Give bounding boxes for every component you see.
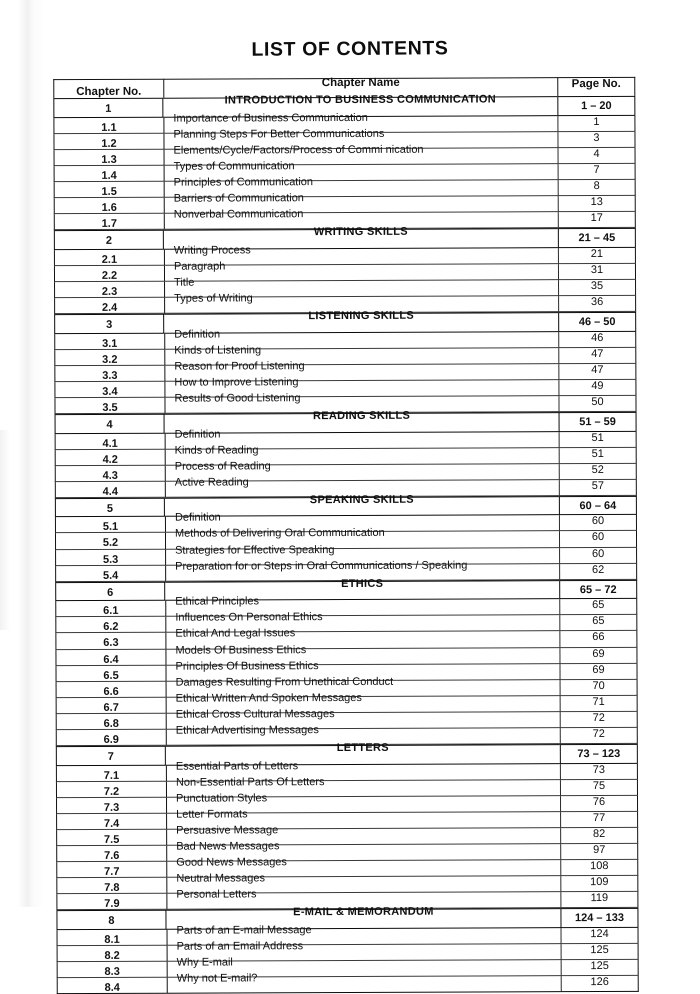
section-page: 3: [593, 131, 600, 144]
section-name: Paragraph: [173, 260, 226, 273]
section-page: 21: [590, 247, 604, 260]
section-number: 4.2: [102, 453, 118, 466]
section-number-cell: [54, 198, 164, 215]
chapter-number: 3: [106, 318, 113, 331]
chapter-page-range: 46 – 50: [578, 315, 616, 329]
section-number: 4.4: [102, 485, 118, 498]
section-number-cell: [54, 382, 164, 399]
section-number-cell: [56, 714, 166, 731]
chapter-number-cell: [55, 414, 165, 434]
section-number: 7.8: [104, 882, 120, 895]
section-page: 36: [590, 295, 604, 308]
section-number: 7.6: [104, 849, 120, 862]
section-page-cell: [557, 131, 635, 147]
section-page: 47: [591, 347, 604, 360]
section-page-cell: [561, 928, 639, 944]
section-page: 124: [590, 927, 609, 941]
section-number-cell: [54, 265, 164, 282]
section-page-cell: [558, 364, 636, 380]
section-number: 8.3: [104, 965, 120, 979]
section-page: 71: [592, 695, 605, 708]
section-page: 50: [591, 395, 604, 408]
section-page-cell: [558, 164, 636, 180]
chapter-heading-row[interactable]: [55, 493, 637, 518]
section-name: Methods of Delivering Oral Communication: [174, 527, 385, 541]
section-page-cell: [559, 531, 637, 547]
section-page: 75: [592, 779, 606, 792]
section-page: 8: [593, 179, 600, 192]
section-page-cell: [558, 148, 636, 164]
section-page: 109: [590, 876, 609, 889]
section-page-cell: [559, 431, 637, 447]
section-number-cell: [56, 878, 166, 895]
chapter-heading-row[interactable]: [55, 577, 637, 602]
header-cell-chapter-no: [53, 79, 163, 98]
section-number: 7.3: [103, 801, 120, 814]
section-name: Active Reading: [174, 476, 249, 489]
section-page-cell: [561, 960, 639, 976]
section-page-cell: [558, 212, 636, 228]
section-page-cell: [560, 696, 638, 712]
section-name: Why E-mail: [176, 956, 233, 969]
section-page: 125: [590, 960, 609, 973]
section-name: Ethical Advertising Messages: [175, 724, 319, 737]
header-cell-page-no: [557, 77, 635, 96]
section-page-cell: [559, 615, 637, 631]
section-page: 62: [591, 563, 605, 576]
section-name: Elements/Cycle/Factors/Process of Commi nication: [173, 143, 424, 157]
section-name: Essential Parts of Letters: [175, 759, 299, 773]
section-page-cell: [560, 780, 638, 796]
chapter-heading-row[interactable]: [54, 225, 636, 250]
section-number-cell: [55, 465, 165, 482]
section-number: 6.7: [103, 701, 119, 714]
section-name: Process of Reading: [174, 459, 271, 473]
section-page: 97: [593, 844, 606, 857]
section-number: 4.3: [102, 469, 118, 482]
section-name: Kinds of Reading: [174, 443, 259, 457]
table-of-contents: [53, 77, 639, 994]
section-number-cell: [53, 117, 163, 134]
section-number: 2.2: [101, 269, 118, 282]
section-name: Planning Steps For Better Communications: [173, 127, 385, 141]
section-page-cell: [559, 480, 637, 496]
section-name: Ethical Principles: [175, 595, 260, 608]
section-name: Principles Of Business Ethics: [175, 659, 319, 673]
section-number: 3.5: [102, 401, 118, 414]
section-page-cell: [560, 828, 638, 844]
section-number: 2.1: [101, 253, 118, 266]
section-name: Nonverbal Communication: [173, 208, 304, 221]
chapter-heading-row[interactable]: [54, 309, 636, 334]
section-number-cell: [56, 765, 166, 782]
section-number: 3.3: [102, 369, 118, 382]
section-name: Definition: [174, 511, 221, 525]
section-number-cell: [55, 601, 165, 618]
section-number-cell: [55, 533, 165, 550]
chapter-name: SPEAKING SKILLS: [309, 493, 414, 507]
section-number: 7.4: [103, 817, 120, 830]
section-number-cell: [55, 633, 165, 650]
section-name: Ethical Cross Cultural Messages: [175, 707, 335, 721]
section-number: 8.4: [104, 982, 120, 994]
section-page-cell: [558, 296, 636, 312]
section-number: 8.2: [104, 949, 120, 962]
section-name: Types of Communication: [173, 159, 295, 173]
section-number-cell: [55, 517, 165, 534]
section-page-cell: [560, 812, 638, 828]
section-number: 1.3: [101, 153, 117, 166]
section-name: Bad News Messages: [176, 840, 280, 853]
chapter-name: ETHICS: [341, 577, 384, 590]
header-label-chapter-name: Chapter Name: [321, 76, 400, 90]
section-name: Preparation for or Steps in Oral Communications / Speaking: [175, 559, 468, 573]
section-number: 1.1: [101, 121, 117, 134]
section-page: 51: [591, 431, 604, 444]
chapter-page-range: 60 – 64: [579, 499, 617, 512]
chapter-page-range-cell: [557, 96, 635, 116]
chapter-name: LISTENING SKILLS: [308, 309, 414, 323]
chapter-number: 6: [107, 586, 114, 599]
section-number-cell: [55, 433, 165, 450]
section-page: 35: [590, 279, 604, 292]
section-page-cell: [559, 515, 637, 531]
chapter-heading-row[interactable]: [56, 908, 638, 930]
section-number: 6.5: [103, 669, 119, 682]
chapter-heading-row[interactable]: [56, 741, 638, 766]
section-number-cell: [56, 846, 166, 863]
section-number-cell: [55, 449, 165, 466]
section-number: 6.3: [103, 637, 119, 650]
section-page: 65: [592, 599, 605, 612]
section-name: Personal Letters: [176, 888, 257, 901]
section-number: 7.7: [104, 866, 120, 879]
section-name: Ethical Written And Spoken Messages: [175, 691, 362, 705]
section-page-cell: [560, 796, 638, 812]
section-name: Persuasive Message: [176, 824, 279, 837]
section-number-cell: [55, 617, 165, 634]
section-number-cell: [54, 365, 164, 382]
section-page-cell: [558, 380, 636, 396]
section-number-cell: [56, 681, 166, 698]
section-number: 6.8: [103, 717, 119, 730]
section-page: 51: [591, 447, 604, 460]
chapter-name-cell: [164, 309, 558, 333]
section-name: Letter Formats: [176, 808, 248, 821]
section-page-cell: [557, 115, 635, 131]
chapter-number: 7: [107, 750, 114, 764]
section-number: 1.7: [101, 217, 117, 230]
chapter-name: READING SKILLS: [312, 409, 411, 423]
section-number-cell: [56, 894, 166, 911]
section-page-cell: [558, 331, 636, 347]
chapter-name: WRITING SKILLS: [313, 225, 408, 239]
section-page: 66: [592, 631, 605, 644]
chapter-page-range-cell: [559, 580, 637, 600]
section-page-cell: [560, 680, 638, 696]
section-name: Good News Messages: [176, 856, 287, 869]
section-number-cell: [54, 282, 164, 299]
section-number-cell: [54, 349, 164, 366]
section-number: 6.4: [103, 653, 119, 666]
section-page: 60: [591, 531, 605, 544]
section-number-cell: [56, 830, 166, 847]
section-number: 7.5: [103, 833, 120, 846]
section-page: 60: [591, 547, 605, 560]
section-number-cell: [56, 862, 166, 879]
chapter-page-range: 65 – 72: [579, 583, 617, 596]
section-page: 47: [591, 363, 604, 376]
section-number-cell: [56, 781, 166, 798]
section-name: Strategies for Effective Speaking: [175, 543, 335, 557]
chapter-number: 2: [105, 235, 112, 248]
section-name: Damages Resulting From Unethical Conduct: [175, 675, 394, 689]
chapter-page-range: 124 – 133: [574, 912, 624, 925]
section-number-cell: [54, 214, 164, 231]
section-number: 5.4: [102, 569, 119, 582]
chapter-page-range-cell: [560, 908, 638, 928]
section-page-cell: [559, 599, 637, 615]
section-number-cell: [56, 797, 166, 814]
section-page: 76: [592, 795, 606, 808]
section-number-cell: [54, 333, 164, 350]
section-page: 82: [592, 827, 606, 841]
chapter-heading-row[interactable]: [55, 409, 637, 434]
section-number: 8.1: [104, 933, 120, 946]
section-number-cell: [54, 249, 164, 266]
chapter-page-range-cell: [559, 496, 637, 516]
section-number: 3.1: [102, 337, 118, 350]
section-number: 1.6: [101, 201, 117, 214]
section-page: 4: [593, 147, 600, 160]
section-number: 4.1: [102, 437, 118, 450]
section-number: 6.1: [103, 605, 119, 618]
chapter-number-cell: [54, 314, 164, 334]
scan-shadow-edge: [0, 430, 10, 630]
section-number-cell: [55, 565, 165, 582]
section-name: Kinds of Listening: [174, 343, 262, 357]
section-name: Results of Good Listening: [174, 392, 301, 405]
section-number: 1.4: [101, 169, 117, 182]
section-name: Importance of Business Communication: [173, 111, 368, 125]
section-name: Parts of an E-mail Message: [176, 924, 312, 937]
header-label-page-no: Page No.: [571, 77, 621, 91]
section-number: 1.2: [101, 137, 117, 150]
section-name: Ethical And Legal Issues: [175, 627, 296, 641]
chapter-number: 1: [105, 102, 112, 115]
chapter-page-range: 73 – 123: [577, 748, 621, 761]
section-number: 1.5: [101, 185, 117, 198]
section-page-cell: [558, 196, 636, 212]
section-number-cell: [57, 930, 167, 947]
chapter-name: E-MAIL & MEMORANDUM: [293, 906, 434, 919]
chapter-name-cell: [165, 493, 559, 517]
section-page-cell: [560, 728, 638, 744]
section-page: 69: [592, 647, 605, 660]
chapter-number: 5: [106, 502, 113, 515]
section-number: 2.3: [101, 285, 118, 298]
chapter-number-cell: [56, 910, 166, 930]
section-name: Models Of Business Ethics: [175, 643, 307, 657]
section-name-cell: [164, 260, 558, 282]
section-name: Parts of an Email Address: [176, 940, 304, 953]
section-number-cell: [57, 978, 167, 994]
section-page: 72: [592, 711, 605, 724]
section-page-cell: [558, 248, 636, 264]
section-name: Reason for Proof Listening: [174, 359, 305, 373]
section-number: 7.1: [103, 769, 120, 782]
section-name: How to Improve Listening: [174, 375, 299, 389]
chapter-number-cell: [54, 230, 164, 250]
section-page-cell: [560, 844, 638, 860]
chapter-page-range-cell: [559, 412, 637, 432]
section-name-cell: [167, 972, 561, 994]
section-number-cell: [55, 665, 165, 682]
section-page-cell: [560, 712, 638, 728]
section-number-cell: [55, 549, 165, 566]
section-page: 46: [591, 331, 604, 344]
chapter-page-range-cell: [558, 312, 636, 332]
chapter-name: INTRODUCTION TO BUSINESS COMMUNICATION: [224, 93, 497, 107]
section-page-cell: [560, 763, 638, 779]
section-page-cell: [558, 396, 636, 412]
section-page: 70: [592, 679, 605, 692]
section-page: 31: [590, 263, 604, 276]
section-number: 5.2: [102, 537, 119, 550]
section-page: 119: [590, 892, 609, 905]
section-name: Neutral Messages: [176, 872, 265, 885]
section-page: 72: [592, 728, 605, 741]
scan-shadow-left: [18, 0, 44, 907]
section-page: 57: [591, 479, 604, 492]
section-page-cell: [561, 944, 639, 960]
section-name: Barriers of Communication: [173, 192, 304, 205]
chapter-page-range: 1 – 20: [581, 99, 612, 113]
section-page-cell: [559, 647, 637, 663]
section-number: 7.2: [103, 785, 120, 798]
section-page: 126: [590, 976, 609, 989]
section-page-cell: [560, 876, 638, 892]
section-name: Punctuation Styles: [175, 792, 268, 805]
section-page-cell: [559, 464, 637, 480]
section-number: 7.9: [104, 898, 120, 911]
chapter-number: 4: [106, 418, 113, 431]
section-number: 6.6: [103, 685, 119, 698]
chapter-number: 8: [108, 915, 115, 928]
section-name: Types of Writing: [174, 292, 253, 305]
section-number-cell: [57, 962, 167, 979]
section-page: 17: [590, 212, 603, 225]
section-number: 6.2: [103, 621, 119, 634]
section-page: 65: [592, 615, 605, 628]
chapter-name: LETTERS: [336, 741, 389, 755]
section-page: 49: [591, 379, 604, 392]
chapter-page-range-cell: [560, 744, 638, 764]
section-page: 60: [591, 515, 605, 528]
section-name: Definition: [174, 427, 221, 441]
section-number: 2.4: [101, 301, 118, 314]
section-name: Influences On Personal Ethics: [175, 611, 323, 624]
section-number-cell: [57, 946, 167, 963]
section-number-cell: [54, 182, 164, 199]
section-page-cell: [560, 860, 638, 876]
section-name: Definition: [174, 328, 221, 341]
section-number-cell: [56, 730, 166, 747]
section-page: 1: [593, 115, 600, 128]
section-number: 5.3: [102, 553, 119, 566]
section-number-cell: [54, 165, 164, 182]
header-label-chapter-no: Chapter No.: [76, 85, 142, 99]
section-page-cell: [559, 631, 637, 647]
section-name: Why not E-mail?: [176, 972, 258, 985]
section-name: Writing Process: [173, 244, 251, 257]
section-number: 5.1: [102, 521, 119, 534]
section-page: 108: [590, 860, 609, 873]
section-number-cell: [55, 649, 165, 666]
section-name: Principles of Communication: [173, 175, 314, 189]
chapter-number-cell: [55, 581, 165, 601]
chapter-page-range-cell: [558, 228, 636, 248]
section-page: 77: [592, 811, 606, 824]
section-number-cell: [54, 149, 164, 166]
section-page: 125: [590, 944, 609, 957]
section-number: 3.2: [102, 353, 118, 366]
chapter-name-cell: [165, 409, 559, 433]
section-page-cell: [561, 976, 639, 992]
section-page: 52: [591, 463, 604, 476]
section-number-cell: [55, 481, 165, 498]
section-number-cell: [56, 814, 166, 831]
section-page-cell: [558, 348, 636, 364]
section-page: 7: [593, 163, 600, 176]
page-title: LIST OF CONTENTS: [251, 37, 449, 61]
section-name: Title: [174, 276, 195, 289]
section-number-cell: [56, 698, 166, 715]
section-page-cell: [559, 547, 637, 563]
chapter-page-range: 21 – 45: [578, 232, 616, 245]
chapter-number-cell: [55, 498, 165, 518]
section-page-cell: [558, 264, 636, 280]
section-page-cell: [558, 180, 636, 196]
section-page: 73: [592, 763, 606, 776]
section-name: Non-Essential Parts Of Letters: [175, 775, 325, 789]
section-page-cell: [558, 280, 636, 296]
chapter-number-cell: [56, 746, 166, 766]
section-page: 69: [592, 663, 605, 676]
section-page-cell: [559, 564, 637, 580]
section-page-cell: [559, 447, 637, 463]
section-number-cell: [54, 398, 164, 415]
chapter-page-range: 51 – 59: [579, 415, 616, 429]
section-page: 13: [590, 195, 603, 209]
section-number: 6.9: [103, 733, 119, 746]
section-number-cell: [54, 298, 164, 315]
section-number-cell: [53, 133, 163, 150]
section-number: 3.4: [102, 385, 118, 398]
section-page-cell: [560, 892, 638, 908]
section-page-cell: [559, 664, 637, 680]
chapter-number-cell: [53, 98, 163, 118]
